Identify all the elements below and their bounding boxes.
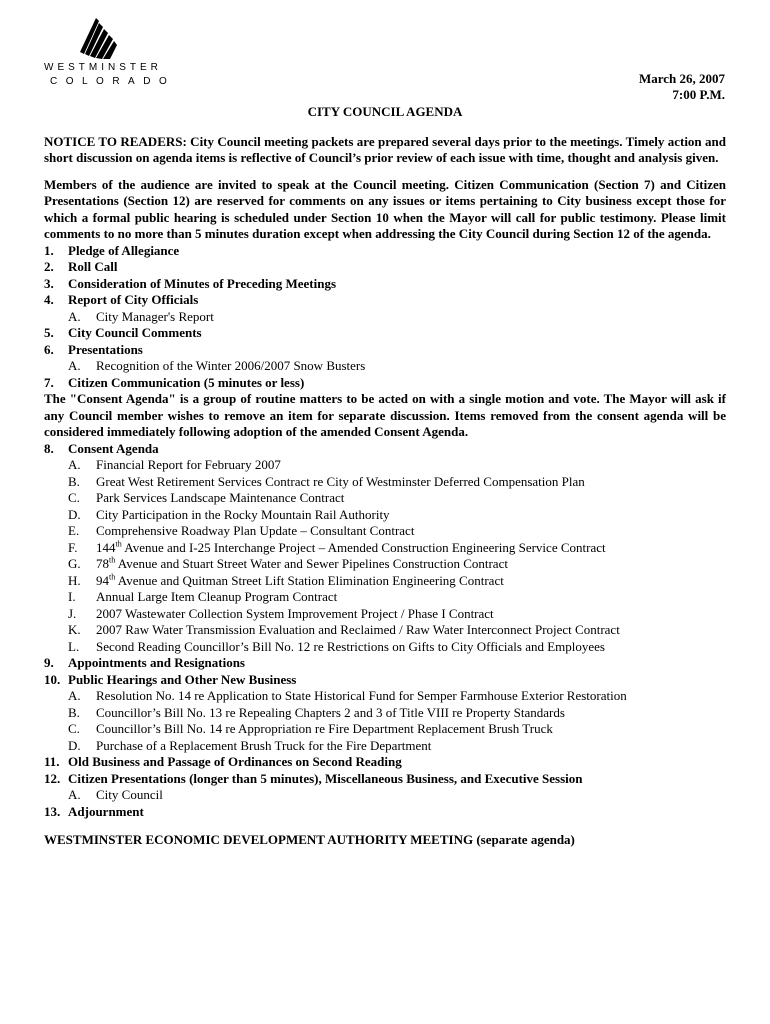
- item-number: 94: [96, 572, 109, 588]
- meeting-time: 7:00 P.M.: [672, 87, 725, 102]
- section-title: Report of City Officials: [68, 292, 199, 307]
- item-letter: F.: [68, 539, 78, 555]
- meeting-date-time: [639, 71, 725, 103]
- item-text: Recognition of the Winter 2006/2007 Snow Busters: [96, 358, 366, 373]
- section-number: 3.: [44, 275, 54, 291]
- agenda-item: [44, 639, 726, 656]
- section-number: 1.: [44, 242, 54, 258]
- agenda-section: [44, 276, 726, 293]
- section-title: Consideration of Minutes of Preceding Meetings: [68, 275, 337, 291]
- agenda-section: [44, 672, 726, 689]
- section-number: 8.: [44, 440, 54, 456]
- item-text: City Manager's Report: [96, 308, 214, 324]
- item-text: Comprehensive Roadway Plan Update – Consultant Contract: [96, 523, 415, 538]
- agenda-item: [44, 622, 726, 639]
- agenda-section: [44, 655, 726, 672]
- consent-agenda-note: The "Consent Agenda" is a group of routine matters to be acted on with a single motion and vote. The Mayor will ask if any Council member wishes to remove an item for separate discussion. Items removed from the consent agenda will be considered immediately following adoption of the amended Consent Agenda.: [44, 391, 726, 439]
- agenda-item: [44, 688, 726, 705]
- section-number: 7.: [44, 374, 54, 390]
- agenda-section: [44, 375, 726, 392]
- agenda-item: [44, 457, 726, 474]
- section-number: 13.: [44, 803, 61, 819]
- item-letter: B.: [68, 473, 80, 489]
- agenda-section: [44, 292, 726, 309]
- agenda-item: [44, 787, 726, 804]
- section-title: City Council Comments: [68, 325, 202, 340]
- item-letter: G.: [68, 556, 81, 571]
- agenda-item: [44, 705, 726, 722]
- agenda-item: [44, 540, 726, 557]
- agenda-item: [44, 606, 726, 623]
- item-letter: D.: [68, 506, 81, 522]
- notice-to-readers: NOTICE TO READERS: City Council meeting packets are prepared several days prior to the meetings. Timely action and short discussion on agenda items is reflective of Council’s prior review of each issue with time, thought and analysis given.: [44, 133, 726, 165]
- item-letter: J.: [68, 605, 77, 621]
- agenda-section: [44, 243, 726, 260]
- item-text: City Participation in the Rocky Mountain Rail Authority: [96, 506, 390, 522]
- item-letter: H.: [68, 572, 81, 588]
- agenda-section: [44, 259, 726, 276]
- agenda-item: [44, 358, 726, 375]
- logo-text-westminster: WESTMINSTER: [44, 62, 162, 73]
- item-text: Great West Retirement Services Contract re City of Westminster Deferred Compensation Plan: [96, 473, 585, 489]
- item-text: Park Services Landscape Maintenance Contract: [96, 490, 345, 505]
- item-text: Avenue and Quitman Street Lift Station Elimination Engineering Contract: [115, 572, 504, 588]
- agenda-item: [44, 309, 726, 326]
- section-title: Pledge of Allegiance: [68, 242, 180, 258]
- section-number: 4.: [44, 292, 54, 307]
- item-text: 2007 Wastewater Collection System Improvement Project / Phase I Contract: [96, 605, 494, 621]
- ordinal-suffix: th: [115, 539, 122, 549]
- item-letter: D.: [68, 737, 81, 753]
- section-number: 11.: [44, 754, 60, 769]
- section-number: 2.: [44, 259, 54, 274]
- item-letter: E.: [68, 523, 80, 538]
- ordinal-suffix: th: [109, 555, 116, 565]
- wedа-meeting-note: WESTMINSTER ECONOMIC DEVELOPMENT AUTHORITY MEETING (separate agenda): [44, 832, 575, 847]
- logo-text-colorado: COLORADO: [50, 76, 176, 87]
- item-letter: I.: [68, 589, 76, 604]
- item-text: Councillor’s Bill No. 14 re Appropriation re Fire Department Replacement Brush Truck: [96, 721, 553, 736]
- item-text: Avenue and Stuart Street Water and Sewer Pipelines Construction Contract: [115, 556, 508, 571]
- agenda-section: [44, 804, 726, 821]
- section-title: Adjournment: [68, 803, 144, 819]
- meeting-date: March 26, 2007: [638, 71, 725, 86]
- agenda-section: [44, 325, 726, 342]
- agenda-item: [44, 573, 726, 590]
- westminster-logo-icon: [76, 14, 118, 60]
- item-letter: A.: [68, 688, 81, 703]
- agenda-item: [44, 474, 726, 491]
- item-letter: C.: [68, 490, 80, 505]
- item-text: Purchase of a Replacement Brush Truck for the Fire Department: [96, 737, 432, 753]
- item-text: Second Reading Councillor’s Bill No. 12 re Restrictions on Gifts to City Officials and Employees: [96, 638, 605, 654]
- agenda-item: [44, 556, 726, 573]
- section-number: 12.: [44, 770, 61, 786]
- section-number: 10.: [44, 671, 61, 687]
- agenda-section: [44, 441, 726, 458]
- item-text: Avenue and I-25 Interchange Project – Amended Construction Engineering Service Contract: [121, 539, 606, 555]
- page-title: CITY COUNCIL AGENDA: [307, 104, 463, 119]
- ordinal-suffix: th: [109, 572, 116, 582]
- item-text: Annual Large Item Cleanup Program Contract: [96, 589, 338, 604]
- item-text: City Council: [96, 787, 163, 802]
- section-number: 6.: [44, 341, 54, 357]
- agenda-item: [44, 589, 726, 606]
- item-letter: L.: [68, 638, 80, 654]
- agenda-section: [44, 754, 726, 771]
- agenda-content: [44, 104, 726, 849]
- section-title: Citizen Communication (5 minutes or less): [68, 374, 305, 390]
- section-title: Public Hearings and Other New Business: [68, 671, 297, 687]
- section-number: 9.: [44, 655, 54, 670]
- item-letter: B.: [68, 704, 80, 720]
- item-letter: K.: [68, 622, 81, 637]
- section-title: Citizen Presentations (longer than 5 minutes), Miscellaneous Business, and Executive Session: [68, 770, 583, 786]
- section-title: Presentations: [68, 341, 143, 357]
- agenda-item: [44, 721, 726, 738]
- agenda-item: [44, 523, 726, 540]
- item-number: 78: [96, 556, 109, 571]
- item-letter: A.: [68, 308, 81, 324]
- agenda-item: [44, 490, 726, 507]
- agenda-item: [44, 507, 726, 524]
- item-text: Councillor’s Bill No. 13 re Repealing Chapters 2 and 3 of Title VIII re Property Standards: [96, 704, 565, 720]
- section-title: Consent Agenda: [68, 440, 159, 456]
- section-title: Old Business and Passage of Ordinances on Second Reading: [68, 754, 402, 769]
- item-number: 144: [96, 539, 116, 555]
- item-text: Resolution No. 14 re Application to State Historical Fund for Semper Farmhouse Exterior Restoration: [96, 688, 627, 703]
- section-number: 5.: [44, 325, 54, 340]
- section-title: Appointments and Resignations: [68, 655, 245, 670]
- agenda-item: [44, 738, 726, 755]
- section-title: Roll Call: [68, 259, 118, 274]
- audience-note: Members of the audience are invited to speak at the Council meeting. Citizen Communication (Section 7) and Citizen Presentations (Section 12) are reserved for comments on any issues or items pertaining to City business except those for which a formal public hearing is scheduled under Section 10 when the Mayor will call for public testimony. Please limit comments to no more than 5 minutes duration except when addressing the City Council during Section 12 of the agenda.: [44, 176, 726, 241]
- item-text: Financial Report for February 2007: [96, 457, 281, 472]
- item-letter: A.: [68, 787, 81, 802]
- item-letter: C.: [68, 721, 80, 736]
- agenda-section: [44, 771, 726, 788]
- item-text: 2007 Raw Water Transmission Evaluation and Reclaimed / Raw Water Interconnect Project Contract: [96, 622, 620, 637]
- item-letter: A.: [68, 358, 81, 373]
- agenda-section: [44, 342, 726, 359]
- item-letter: A.: [68, 457, 81, 472]
